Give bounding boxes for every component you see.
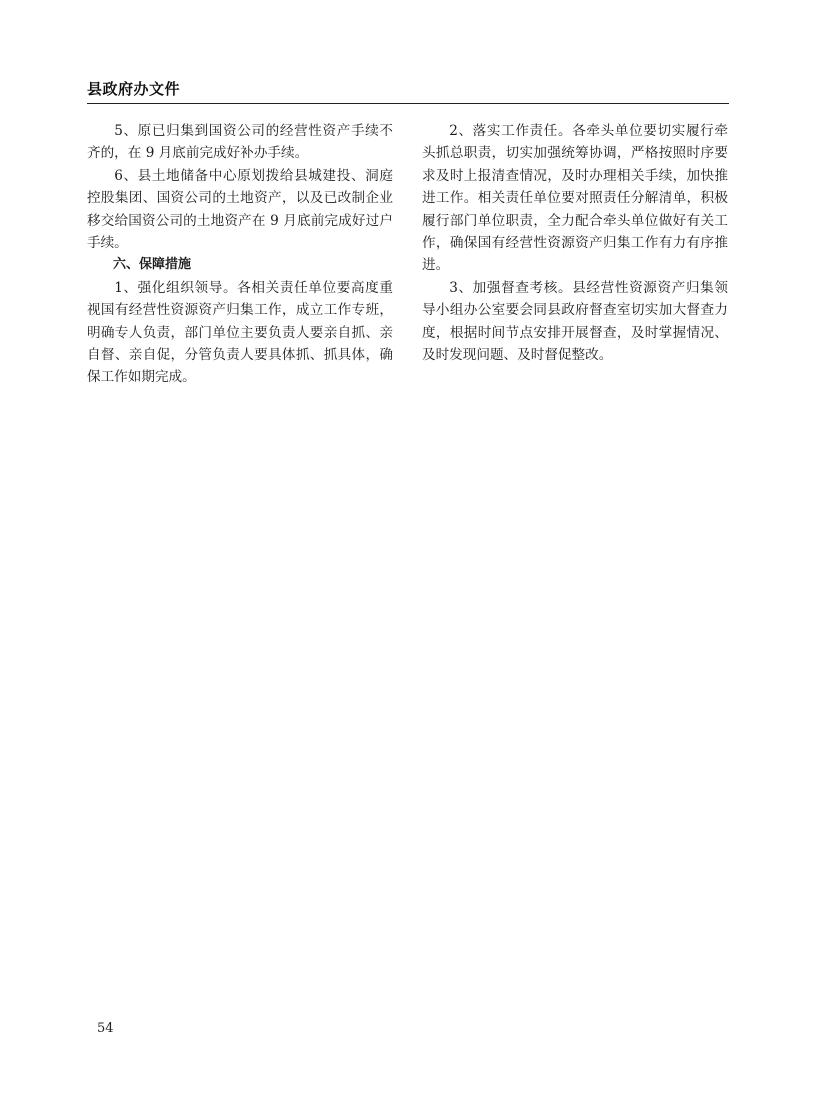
running-header xyxy=(87,78,729,104)
section-heading-safeguards: 六、保障措施 xyxy=(113,257,192,273)
header-title: 县政府办文件 xyxy=(87,80,181,98)
header-rule xyxy=(87,103,729,104)
paragraph-measure-3: 3、加强督查考核。县经营性资源资产归集领导小组办公室要会同县政府督查室切实加大督查力度，根据时间节点安排开展督查，及时掌握情况、及时发现问题、及时督促整改。 xyxy=(422,279,728,364)
paragraph-item-5: 5、原已归集到国资公司的经营性资产手续不齐的，在 9 月底前完成好补办手续。 xyxy=(87,123,393,162)
page-number: 54 xyxy=(97,1021,114,1036)
paragraph-item-6: 6、县土地储备中心原划拨给县城建投、洞庭控股集团、国资公司的土地资产，以及已改制企业移交给国资公司的土地资产在 9 月底前完成好过户手续。 xyxy=(87,167,393,252)
paragraph-measure-2: 2、落实工作责任。各牵头单位要切实履行牵头抓总职责，切实加强统筹协调，严格按照时序要求及时上报清查情况，及时办理相关手续，加快推进工作。相关责任单位要对照责任分解清单，积极履行部门单位职责，全力配合牵头单位做好有关工作，确保国有经营性资源资产归集工作有力有序推进。 xyxy=(422,123,728,274)
left-column xyxy=(87,120,393,389)
paragraph-measure-1: 1、强化组织领导。各相关责任单位要高度重视国有经营性资源资产归集工作，成立工作专班，明确专人负责，部门单位主要负责人要亲自抓、亲自督、亲自促，分管负责人要具体抓、抓具体，确保工作如期完成。 xyxy=(87,279,393,386)
right-column xyxy=(422,120,728,366)
